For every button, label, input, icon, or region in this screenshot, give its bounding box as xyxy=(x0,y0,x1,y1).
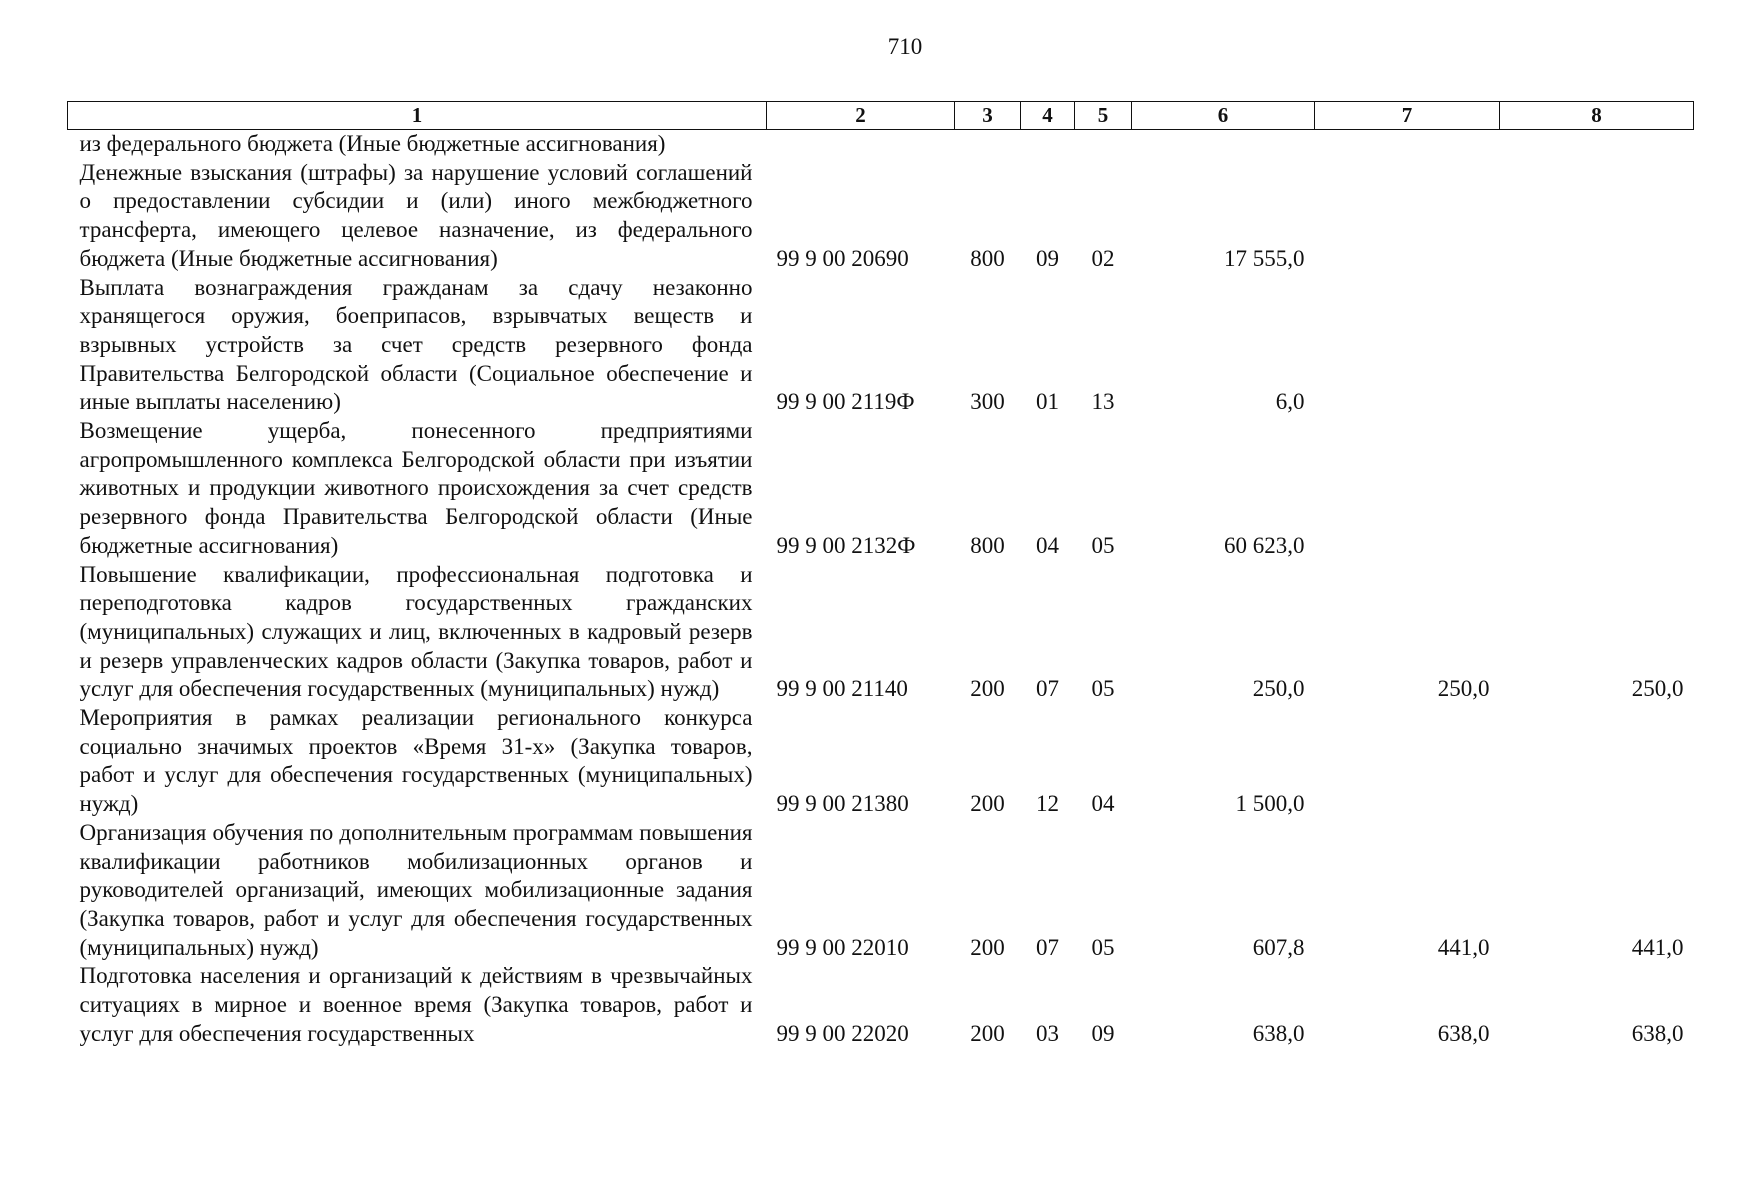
table-body xyxy=(68,130,1694,1049)
row-col7 xyxy=(1315,159,1500,274)
column-header-4: 4 xyxy=(1021,102,1075,130)
row-col5: 13 xyxy=(1091,389,1115,415)
row-col6: 6,0 xyxy=(1275,389,1305,415)
row-col7 xyxy=(1315,130,1500,159)
row-col7 xyxy=(1315,704,1500,819)
row-col5: 09 xyxy=(1091,1020,1115,1046)
column-header-5: 5 xyxy=(1075,102,1132,130)
row-col4: 01 xyxy=(1036,389,1059,415)
row-name: Мероприятия в рамках реализации регионального конкурса социально значимых проектов «Время 31-х» (Закупка товаров, работ и услуг для обеспечения государственных (муниципальных) нужд) xyxy=(79,705,753,817)
row-name: Выплата вознаграждения гражданам за сдачу незаконно хранящегося оружия, боеприпасов, взрывчатых веществ и взрывных устройств за счет средств резервного фонда Правительства Белгородской области (Социальное обеспечение и иные выплаты населению) xyxy=(79,274,753,415)
row-col6 xyxy=(1132,130,1315,159)
row-col8 xyxy=(1500,704,1694,819)
table-header xyxy=(68,102,1694,130)
table-row xyxy=(68,819,1694,963)
row-col8: 441,0 xyxy=(1631,934,1684,960)
row-code: 99 9 00 22010 xyxy=(776,934,909,960)
row-col3 xyxy=(955,130,1021,159)
row-col3: 200 xyxy=(970,1020,1005,1046)
row-col5: 02 xyxy=(1091,245,1115,271)
row-col8: 638,0 xyxy=(1631,1020,1684,1046)
row-name: из федерального бюджета (Иные бюджетные ассигнования) xyxy=(79,131,666,156)
row-name: Возмещение ущерба, понесенного предприятиями агропромышленного комплекса Белгородской области при изъятии животных и продукции животного происхождения за счет средств резервного фонда Правительства Белгородской области (Иные бюджетные ассигнования) xyxy=(79,418,753,558)
row-col7: 441,0 xyxy=(1437,934,1490,960)
row-col5: 05 xyxy=(1091,676,1115,702)
table-row xyxy=(68,561,1694,705)
column-header-6: 6 xyxy=(1132,102,1315,130)
row-col4 xyxy=(1021,130,1075,159)
row-col4: 03 xyxy=(1036,1020,1059,1046)
row-col3: 300 xyxy=(970,389,1005,415)
table-row xyxy=(68,130,1694,159)
row-col7: 638,0 xyxy=(1437,1020,1490,1046)
row-col4: 07 xyxy=(1036,676,1059,702)
row-code: 99 9 00 21380 xyxy=(776,791,909,817)
row-col8 xyxy=(1500,130,1694,159)
row-col8 xyxy=(1500,274,1694,418)
table-row xyxy=(68,417,1694,561)
table-row xyxy=(68,274,1694,418)
row-col6: 250,0 xyxy=(1252,676,1305,702)
column-header-1: 1 xyxy=(68,102,767,130)
row-code: 99 9 00 22020 xyxy=(776,1020,909,1046)
row-col4: 12 xyxy=(1036,791,1059,817)
budget-table xyxy=(67,101,1694,1049)
row-col3: 200 xyxy=(970,676,1005,702)
row-col3: 800 xyxy=(970,245,1005,271)
row-code: 99 9 00 20690 xyxy=(776,245,909,271)
row-col7 xyxy=(1315,274,1500,418)
header-row xyxy=(68,102,1694,130)
row-col6: 638,0 xyxy=(1252,1020,1305,1046)
row-col4: 04 xyxy=(1036,532,1059,558)
row-col3: 200 xyxy=(970,791,1005,817)
page-number: 710 xyxy=(887,34,923,59)
row-name: Повышение квалификации, профессиональная подготовка и переподготовка кадров государственных гражданских (муниципальных) служащих и лиц, включенных в кадровый резерв и резерв управленческих кадров области (Закупка товаров, работ и услуг для обеспечения государственных (муниципальных) нужд) xyxy=(79,561,753,702)
row-col7 xyxy=(1315,417,1500,561)
row-code: 99 9 00 2132Ф xyxy=(776,532,916,558)
row-col8 xyxy=(1500,417,1694,561)
row-col4: 07 xyxy=(1036,934,1059,960)
row-col8 xyxy=(1500,159,1694,274)
row-name: Денежные взыскания (штрафы) за нарушение условий соглашений о предоставлении субсидии и (или) иного межбюджетного трансферта, имеющего целевое назначение, из федерального бюджета (Иные бюджетные ассигнования) xyxy=(79,159,753,271)
column-header-3: 3 xyxy=(955,102,1021,130)
column-header-8: 8 xyxy=(1500,102,1694,130)
row-col5 xyxy=(1075,130,1132,159)
table-row xyxy=(68,962,1694,1048)
row-col3: 200 xyxy=(970,934,1005,960)
row-col5: 05 xyxy=(1091,532,1115,558)
row-code xyxy=(767,130,955,159)
row-col5: 05 xyxy=(1091,934,1115,960)
row-col6: 60 623,0 xyxy=(1224,532,1305,558)
row-col3: 800 xyxy=(970,532,1005,558)
row-code: 99 9 00 21140 xyxy=(776,676,908,702)
row-col8: 250,0 xyxy=(1631,676,1684,702)
row-col4: 09 xyxy=(1036,245,1059,271)
budget-table-sheet xyxy=(67,101,1693,1049)
row-col6: 607,8 xyxy=(1252,934,1305,960)
column-header-2: 2 xyxy=(767,102,955,130)
row-name: Подготовка населения и организаций к действиям в чрезвычайных ситуациях в мирное и военное время (Закупка товаров, работ и услуг для обеспечения государственных xyxy=(79,963,753,1046)
row-name: Организация обучения по дополнительным программам повышения квалификации работников мобилизационных органов и руководителей организаций, имеющих мобилизационные задания (Закупка товаров, работ и услуг для обеспечения государственных (муниципальных) нужд) xyxy=(79,819,753,960)
row-col7: 250,0 xyxy=(1437,676,1490,702)
row-col6: 17 555,0 xyxy=(1224,245,1305,271)
row-code: 99 9 00 2119Ф xyxy=(776,389,915,415)
row-col5: 04 xyxy=(1091,791,1115,817)
table-row xyxy=(68,704,1694,819)
table-row xyxy=(68,159,1694,274)
column-header-7: 7 xyxy=(1315,102,1500,130)
row-col6: 1 500,0 xyxy=(1235,791,1305,817)
